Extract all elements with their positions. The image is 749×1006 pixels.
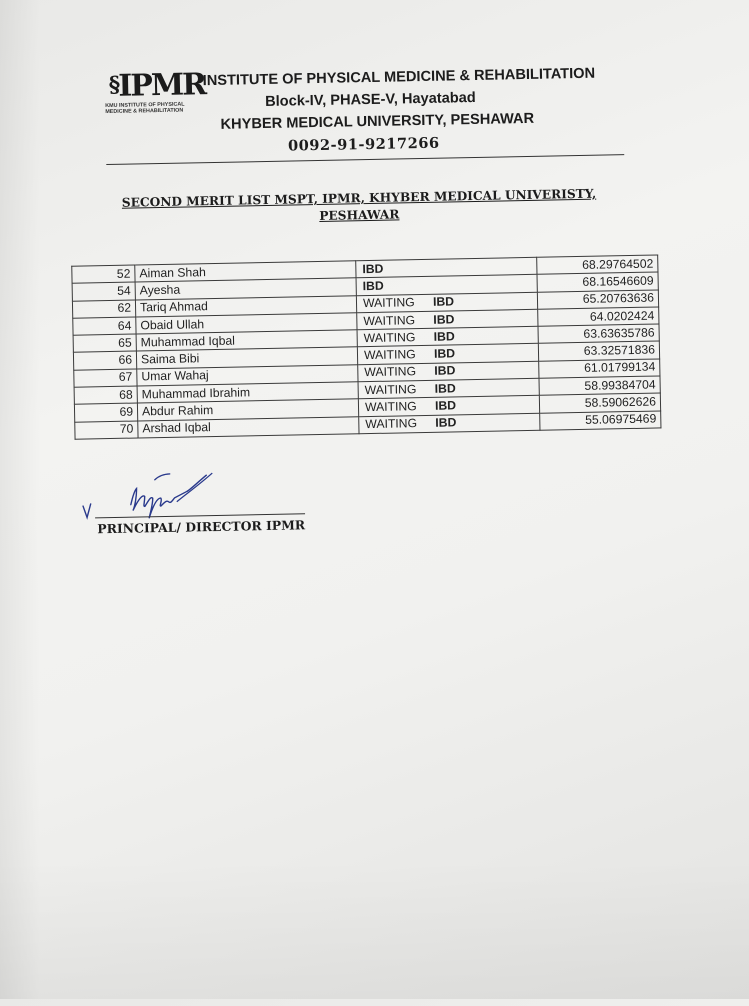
letterhead-divider (106, 154, 624, 165)
waiting-status: WAITING (362, 295, 415, 311)
logo-mark: §IPMR (108, 67, 206, 104)
candidate-name-cell: Umar Wahaj (137, 365, 358, 387)
merit-number-cell: 67 (74, 369, 137, 388)
candidate-name-cell: Ayesha (135, 278, 356, 300)
waiting-status: WAITING (364, 381, 417, 397)
merit-number-cell: 69 (74, 403, 137, 422)
logo-text: IPMR (117, 67, 206, 104)
department-label: IBD (433, 329, 455, 344)
merit-score-cell: 55.06975469 (540, 411, 661, 431)
title-line-2: PESHAWAR (319, 207, 400, 223)
document-title (109, 185, 610, 229)
merit-number-cell: 70 (75, 421, 138, 440)
waiting-status: WAITING (363, 329, 416, 345)
signature-label: PRINCIPAL/ DIRECTOR IPMR (97, 517, 306, 537)
department-label: IBD (432, 294, 455, 310)
department-label: IBD (434, 381, 456, 396)
candidate-name-cell: Saima Bibi (136, 347, 357, 369)
merit-number-cell: 68 (74, 386, 137, 405)
merit-score-cell: 63.32571836 (538, 341, 659, 361)
department-label: IBD (435, 415, 457, 431)
merit-score-cell: 61.01799134 (539, 359, 660, 379)
merit-score-cell: 58.99384704 (539, 376, 660, 396)
department-label: IBD (434, 363, 456, 379)
merit-number-cell: 64 (73, 317, 136, 336)
merit-score-cell: 63.63635786 (538, 324, 659, 344)
department-label: IBD (362, 278, 384, 294)
department-label: IBD (433, 311, 455, 327)
department-label: IBD (434, 398, 457, 413)
merit-score-cell: 64.0202424 (538, 307, 659, 327)
title-line-1: SECOND MERIT LIST MSPT, IPMR, KHYBER MEDICAL UNIVERISTY, (121, 186, 597, 210)
candidate-name-cell: Muhammad Ibrahim (137, 382, 358, 404)
merit-score-cell: 68.16546609 (537, 272, 658, 292)
university-name: KHYBER MEDICAL UNIVERSITY, PESHAWAR (220, 110, 535, 133)
candidate-name-cell: Tariq Ahmad (135, 295, 356, 317)
waiting-status: WAITING (363, 347, 416, 363)
status-cell (359, 413, 540, 434)
candidate-name-cell: Arshad Iqbal (138, 416, 359, 438)
waiting-status: WAITING (364, 364, 417, 380)
merit-number-cell: 54 (72, 282, 135, 301)
merit-number-cell: 62 (72, 300, 135, 319)
waiting-status: WAITING (363, 312, 416, 328)
candidate-name-cell: Muhammad Iqbal (136, 330, 357, 352)
ipmr-logo (104, 67, 206, 121)
candidate-name-cell: Obaid Ullah (136, 313, 357, 335)
institute-address: Block-IV, PHASE-V, Hayatabad (264, 89, 476, 110)
institute-name: INSTITUTE OF PHYSICAL MEDICINE & REHABILITATION (202, 65, 596, 90)
department-label: IBD (362, 261, 384, 276)
waiting-status: WAITING (365, 416, 418, 432)
department-label: IBD (433, 346, 456, 361)
merit-number-cell: 65 (73, 334, 136, 353)
merit-list-body (72, 255, 661, 439)
merit-score-cell: 58.59062626 (539, 393, 660, 413)
logo-subtext: KMU INSTITUTE OF PHYSICAL MEDICINE & REHABILITATION (105, 101, 185, 116)
candidate-name-cell: Aiman Shah (135, 261, 356, 283)
merit-number-cell: 66 (73, 351, 136, 370)
candidate-name-cell: Abdur Rahim (137, 399, 358, 421)
merit-score-cell: 65.20763636 (537, 290, 658, 310)
phone-number: 0092-91-9217266 (287, 134, 440, 155)
merit-list-table (71, 254, 661, 439)
merit-number-cell: 52 (72, 265, 135, 284)
merit-score-cell: 68.29764502 (537, 255, 658, 275)
waiting-status: WAITING (364, 399, 417, 415)
